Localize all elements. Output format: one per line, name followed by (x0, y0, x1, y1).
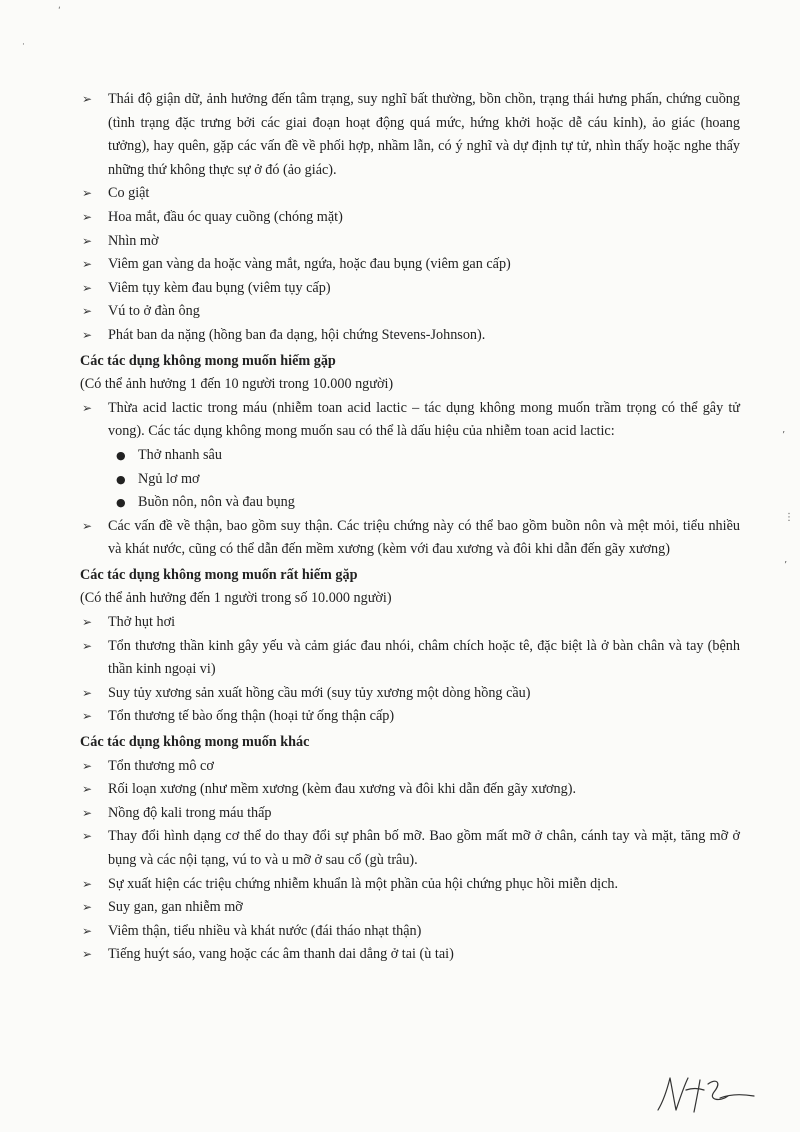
arrow-bullet-icon: ➢ (82, 805, 93, 820)
arrow-bullet-icon: ➢ (82, 685, 93, 700)
handwritten-initials-signature (650, 1070, 760, 1118)
list-item: ➢ Phát ban da nặng (hồng ban đa dạng, hội chứng Stevens-Johnson). (80, 324, 740, 348)
list-item: ➢ Viêm gan vàng da hoặc vàng mắt, ngứa, hoặc đau bụng (viêm gan cấp) (80, 253, 740, 277)
arrow-bullet-icon: ➢ (82, 400, 93, 415)
scan-speck: ’ (784, 560, 788, 571)
list-item: ➢ Viêm tụy kèm đau bụng (viêm tụy cấp) (80, 277, 740, 301)
list-item: ➢ Thái độ giận dữ, ảnh hưởng đến tâm trạng, suy nghĩ bất thường, bồn chồn, trạng thái hưng phấn, chứng cuồng (tình trạng đặc trưng bởi các giai đoạn hoạt động quá mức, hứng khởi hoặc dễ cáu kỉnh), ảo giác (hoang tưởng), hay quên, gặp các vấn đề về phối hợp, nhầm lẫn, có ý nghĩ và dự định tự tử, nhìn thấy hoặc nghe thấy những thứ không thực sự ở đó (ảo giác). (80, 88, 740, 182)
arrow-bullet-icon: ➢ (82, 92, 93, 106)
list-item: ➢ Thay đổi hình dạng cơ thể do thay đổi sự phân bố mỡ. Bao gồm mất mỡ ở chân, cánh tay và mặt, tăng mỡ ở bụng và các nội tạng, vú to và u mỡ ở sau cổ (gù trâu). (80, 825, 740, 872)
list-item: ➢ Hoa mắt, đầu óc quay cuồng (chóng mặt) (80, 206, 740, 230)
sub-list-item: ● Buồn nôn, nôn và đau bụng (80, 491, 740, 515)
list-item: ➢ Sự xuất hiện các triệu chứng nhiễm khuẩn là một phần của hội chứng phục hồi miễn dịch. (80, 873, 740, 897)
arrow-bullet-icon: ➢ (82, 615, 93, 630)
list-item: ➢ Nồng độ kali trong máu thấp (80, 802, 740, 826)
dot-bullet-icon: ● (116, 448, 126, 462)
list-item: ➢ Vú to ở đàn ông (80, 300, 740, 324)
arrow-bullet-icon: ➢ (82, 257, 93, 272)
arrow-bullet-icon: ➢ (82, 233, 93, 248)
arrow-bullet-icon: ➢ (82, 280, 93, 295)
sub-list-item: ● Ngủ lơ mơ (80, 468, 740, 492)
arrow-bullet-icon: ➢ (82, 709, 93, 724)
side-effects-list (80, 88, 740, 348)
list-item: ➢ Tổn thương tế bào ống thận (hoại tử ống thận cấp) (80, 705, 740, 729)
list-item: ➢ Tiếng huýt sáo, vang hoặc các âm thanh dai dẳng ở tai (ù tai) (80, 943, 740, 967)
arrow-bullet-icon: ➢ (82, 304, 93, 319)
arrow-bullet-icon: ➢ (82, 829, 93, 844)
list-item: ➢ Viêm thận, tiểu nhiều và khát nước (đái tháo nhạt thận) (80, 920, 740, 944)
list-item: ➢ Thở hụt hơi (80, 611, 740, 635)
scan-speck: · (22, 40, 25, 50)
dot-bullet-icon: ● (116, 496, 126, 510)
frequency-note-very-rare: (Có thể ảnh hưởng đến 1 người trong số 10.000 người) (80, 590, 392, 607)
list-item: ➢ Nhìn mờ (80, 230, 740, 254)
section-heading-other: Các tác dụng không mong muốn khác (80, 734, 310, 751)
arrow-bullet-icon: ➢ (82, 518, 93, 533)
list-item: ➢ Tổn thương mô cơ (80, 755, 740, 779)
scan-speck: ‘ (58, 6, 61, 16)
arrow-bullet-icon: ➢ (82, 209, 93, 224)
arrow-bullet-icon: ➢ (82, 900, 93, 915)
section-heading-rare: Các tác dụng không mong muốn hiếm gặp (80, 352, 336, 369)
sub-list-item: ● Thở nhanh sâu (80, 444, 740, 468)
scan-speck: ⋮ (784, 512, 794, 523)
arrow-bullet-icon: ➢ (82, 186, 93, 201)
arrow-bullet-icon: ➢ (82, 876, 93, 891)
side-effects-content (80, 88, 740, 967)
arrow-bullet-icon: ➢ (82, 923, 93, 938)
list-item: ➢ Suy gan, gan nhiễm mỡ (80, 896, 740, 920)
section-heading-very-rare: Các tác dụng không mong muốn rất hiếm gặp (80, 566, 358, 583)
arrow-bullet-icon: ➢ (82, 327, 93, 342)
arrow-bullet-icon: ➢ (82, 947, 93, 962)
arrow-bullet-icon: ➢ (82, 782, 93, 797)
frequency-note-rare: (Có thể ảnh hưởng 1 đến 10 người trong 10.000 người) (80, 376, 394, 393)
list-item: ➢ Rối loạn xương (như mềm xương (kèm đau xương và đôi khi dẫn đến gãy xương). (80, 778, 740, 802)
list-item: ➢ Thừa acid lactic trong máu (nhiễm toan acid lactic – tác dụng không mong muốn trầm trọng có thể gây tử vong). Các tác dụng không mong muốn sau có thể là dấu hiệu của nhiễm toan acid lactic: (80, 397, 740, 444)
list-item: ➢ Tổn thương thần kinh gây yếu và cảm giác đau nhói, châm chích hoặc tê, đặc biệt là ở bàn chân và tay (bệnh thần kinh ngoại vi) (80, 635, 740, 682)
arrow-bullet-icon: ➢ (82, 638, 93, 653)
scan-speck: ’ (782, 430, 786, 441)
list-item: ➢ Các vấn đề về thận, bao gồm suy thận. Các triệu chứng này có thể bao gồm buồn nôn và mệt mỏi, tiểu nhiều và khát nước, cũng có thể dẫn đến mềm xương (kèm với đau xương và đôi khi dẫn đến gãy xương) (80, 515, 740, 562)
dot-bullet-icon: ● (116, 472, 126, 486)
arrow-bullet-icon: ➢ (82, 758, 93, 773)
list-item: ➢ Co giật (80, 182, 740, 206)
list-item: ➢ Suy tủy xương sản xuất hồng cầu mới (suy tủy xương một dòng hồng cầu) (80, 682, 740, 706)
